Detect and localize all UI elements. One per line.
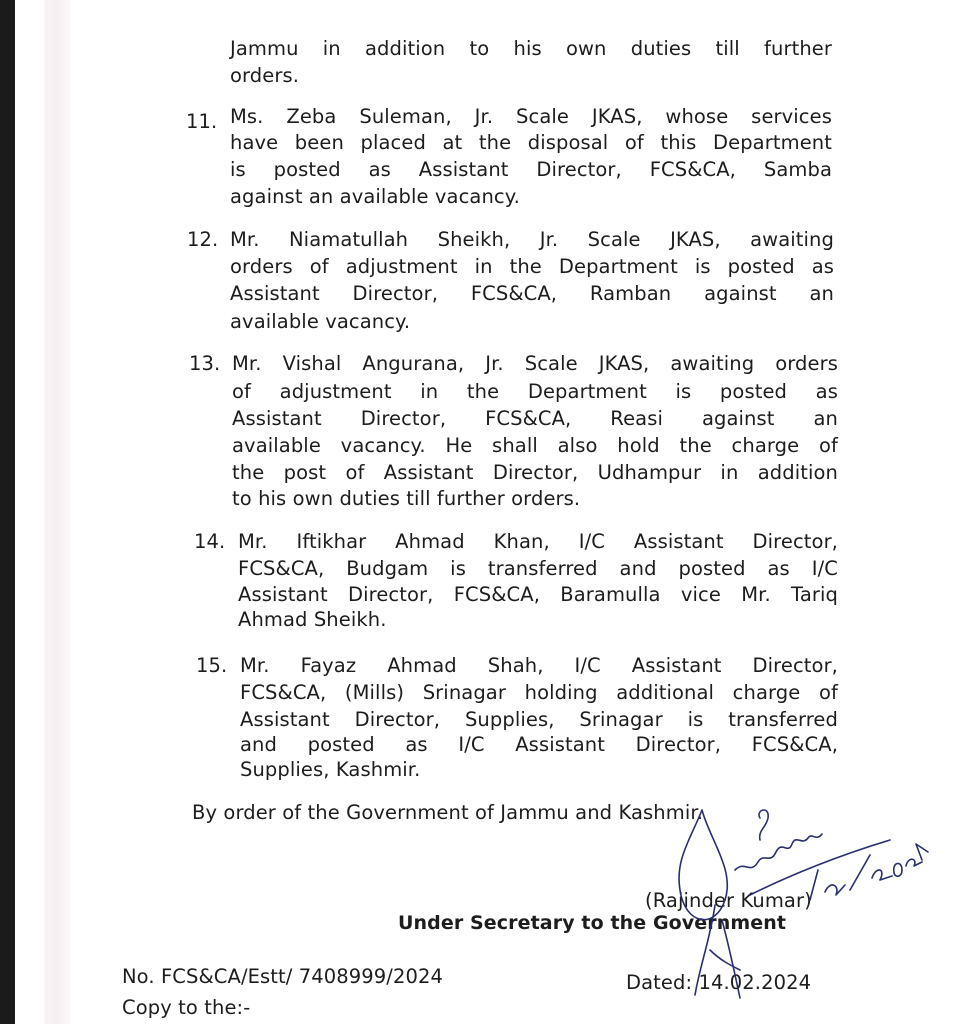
- reference-number: No. FCS&CA/Estt/ 7408999/2024: [122, 965, 443, 988]
- signature-stroke: [906, 859, 922, 866]
- text-line: against an available vacancy.: [230, 185, 520, 208]
- text-line: of adjustment in the Department is posted as: [232, 380, 838, 403]
- item-number: 11.: [186, 110, 218, 133]
- signature-stroke: [759, 810, 768, 840]
- text-line: Assistant Director, FCS&CA, Reasi against an: [232, 407, 838, 430]
- order-date: Dated: 14.02.2024: [626, 971, 812, 994]
- text-line: Supplies, Kashmir.: [240, 758, 421, 781]
- text-line: orders.: [230, 64, 300, 87]
- text-line: Ms. Zeba Suleman, Jr. Scale JKAS, whose services: [230, 105, 832, 128]
- text-line: Jammu in addition to his own duties till further: [230, 37, 832, 60]
- closing-statement: By order of the Government of Jammu and Kashmir.: [192, 801, 703, 824]
- signatory-title: Under Secretary to the Government: [398, 912, 787, 934]
- signatory-name: (Rajinder Kumar): [645, 889, 812, 912]
- text-line: FCS&CA, (Mills) Srinagar holding additional charge of: [240, 681, 838, 704]
- signature-stroke: [750, 840, 890, 895]
- text-line: is posted as Assistant Director, FCS&CA, Samba: [230, 158, 832, 181]
- signature-stroke: [850, 855, 870, 890]
- item-number: 15.: [196, 654, 228, 677]
- item-number: 13.: [189, 352, 221, 375]
- text-line: to his own duties till further orders.: [232, 487, 581, 510]
- item-number: 12.: [187, 228, 219, 251]
- text-line: have been placed at the disposal of this Department: [230, 131, 832, 154]
- text-line: Assistant Director, FCS&CA, Ramban against an: [230, 282, 834, 305]
- text-line: Ahmad Sheikh.: [238, 608, 387, 631]
- signature-stroke: [710, 950, 740, 970]
- text-line: Mr. Iftikhar Ahmad Khan, I/C Assistant Director,: [238, 530, 838, 553]
- signature-stroke: [916, 844, 928, 860]
- signature-stroke: [825, 885, 845, 895]
- text-line: Mr. Niamatullah Sheikh, Jr. Scale JKAS, awaiting: [230, 228, 834, 251]
- text-line: Mr. Vishal Angurana, Jr. Scale JKAS, awaiting orders: [232, 352, 838, 375]
- text-line: Assistant Director, FCS&CA, Baramulla vice Mr. Tariq: [238, 583, 838, 606]
- text-line: orders of adjustment in the Department is posted as: [230, 255, 834, 278]
- text-line: the post of Assistant Director, Udhampur in addition: [232, 461, 838, 484]
- item-number: 14.: [194, 530, 226, 553]
- copy-to-label: Copy to the:-: [122, 996, 251, 1019]
- signature-stroke: [894, 863, 902, 876]
- signature-stroke: [872, 870, 892, 880]
- text-line: Mr. Fayaz Ahmad Shah, I/C Assistant Director,: [240, 654, 838, 677]
- text-line: available vacancy.: [230, 310, 411, 333]
- text-line: available vacancy. He shall also hold the charge of: [232, 434, 838, 457]
- signature-stroke: [735, 834, 822, 870]
- text-line: Assistant Director, Supplies, Srinagar is transferred: [240, 708, 838, 731]
- text-line: FCS&CA, Budgam is transferred and posted as I/C: [238, 557, 838, 580]
- text-line: and posted as I/C Assistant Director, FCS&CA,: [240, 733, 838, 756]
